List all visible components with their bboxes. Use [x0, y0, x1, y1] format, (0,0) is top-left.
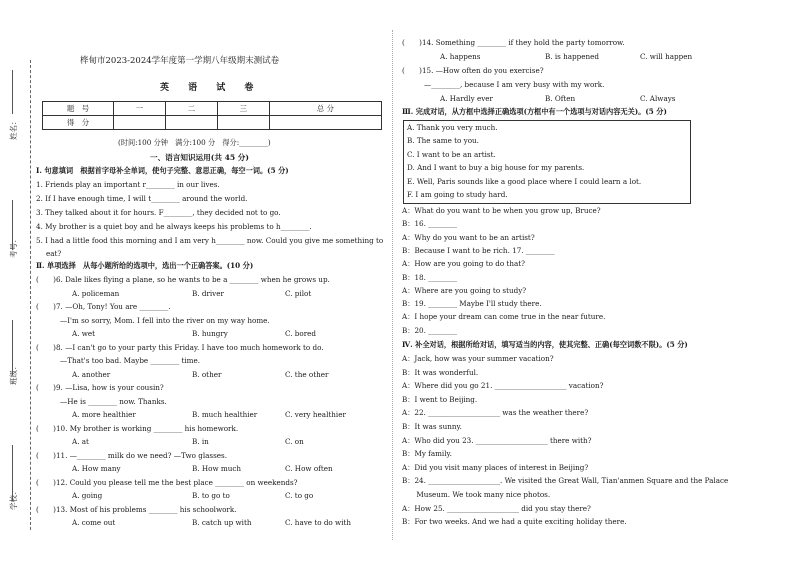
class-line — [12, 320, 13, 375]
mc-option-a: A. How many — [72, 464, 121, 473]
part4-heading: Ⅳ. 补全对话，根据所给对话，填写适当的内容，使其完整、正确(每空词数不限)。(5 分) — [402, 340, 688, 349]
dialogue-line: A：I hope your dream can come true in the near future. — [402, 312, 606, 322]
mc-option-c: C. bored — [285, 329, 317, 338]
mc-option-b: B. in — [192, 437, 209, 446]
mc-option-b: B. much healthier — [192, 410, 258, 419]
dialogue-line: B：20. ________ — [402, 325, 457, 335]
section2-heading: Ⅱ. 单项选择 从每小题所给的选项中，选出一个正确答案。(10 分) — [36, 261, 254, 270]
score-cell[interactable] — [269, 116, 381, 130]
mc-option-c: C. to go — [285, 491, 314, 500]
mc-option-b: B. is happened — [545, 52, 599, 61]
dialogue-line: A：Jack, how was your summer vacation? — [402, 354, 554, 363]
fill-blank-item: 3. They talked about it for hours. F________, they decided not to go. — [36, 208, 281, 217]
mc-option-a: A. going — [72, 491, 103, 500]
score-table-header-cell: 总 分 — [269, 102, 381, 116]
class-label: 班级： — [9, 362, 18, 385]
mc-option-a: A. happens — [440, 52, 481, 61]
fill-blank-item: 5. I had a little food this morning and I am very h________ now. Could you give me something to — [36, 236, 384, 245]
dialogue-line: A：Did you visit many places of interest in Beijing? — [402, 462, 589, 472]
subject-title: 英 语 试 卷 — [160, 83, 262, 93]
dialogue-line: B：For two weeks. And we had a quite exciting holiday there. — [402, 517, 627, 527]
mc-question: ( )12. Could you please tell me the best place ________ on weekends? — [36, 477, 298, 487]
score-table-header-cell: 二 — [165, 102, 217, 116]
mc-question: ( )10. My brother is working ________ his homework. — [36, 423, 239, 433]
mc-option-a: A. come out — [72, 518, 116, 527]
dialogue-line: B：19. ________ Maybe I'll study there. — [402, 299, 542, 309]
dialogue-line: A：Who did you 23. ____________________ there with? — [402, 435, 592, 445]
dialogue-line: B：My family. — [402, 449, 452, 459]
fill-blank-item: 1. Friends play an important r________ in our lives. — [36, 180, 220, 189]
dialogue-line: A：Why do you want to be an artist? — [402, 232, 535, 242]
mc-option-c: C. Always — [640, 94, 676, 103]
mc-option-a: A. another — [72, 369, 111, 379]
dialogue-line: Museum. We took many nice photos. — [402, 490, 551, 499]
mc-question-cont: —He is ________ now. Thanks. — [60, 396, 167, 406]
mc-option-c: C. very healthier — [285, 410, 346, 419]
dialogue-line: A：Where are you going to study? — [402, 285, 527, 295]
mc-option-b: B. hungry — [192, 329, 228, 338]
mc-question: ( )15. —How often do you exercise? — [402, 66, 544, 75]
dialogue-line: A：22. ____________________ was the weather there? — [402, 408, 589, 418]
fill-blank-item-cont: eat? — [46, 249, 62, 258]
name-line — [12, 70, 13, 114]
fill-blank-item: 2. If I have enough time, I will t________ around the world. — [36, 194, 248, 203]
mc-question-cont: —I'm so sorry, Mom. I fell into the river on my way home. — [60, 315, 270, 325]
dialogue-line: A：How 25. ____________________ did you stay there? — [402, 503, 591, 513]
dialogue-line: A：Where did you go 21. ____________________ vacation? — [402, 381, 604, 391]
mc-question: ( )14. Something ________ if they hold the party tomorrow. — [402, 38, 625, 47]
mc-question-cont: —That's too bad. Maybe ________ time. — [60, 356, 201, 365]
box-option: D. And I want to buy a big house for my parents. — [407, 163, 585, 173]
dialogue-line: B：Because I want to be rich. 17. ________ — [402, 245, 555, 255]
mc-option-b: B. catch up with — [192, 518, 252, 527]
mc-option-c: C. pilot — [285, 288, 312, 298]
mc-option-c: C. the other — [285, 369, 329, 379]
dialogue-line: A：How are you going to do that? — [402, 259, 525, 269]
exam-info: (时间:100 分钟 满分:100 分 得分:________) — [118, 138, 271, 147]
mc-question: ( )7. —Oh, Tony! You are ________. — [36, 302, 171, 311]
dialogue-line: A：What do you want to be when you grow up, Bruce? — [402, 206, 601, 215]
mc-option-c: C. How often — [285, 464, 333, 473]
mc-option-b: B. Often — [545, 94, 576, 103]
mc-option-c: C. will happen — [640, 52, 693, 61]
mc-option-c: C. on — [285, 437, 304, 446]
mc-question: ( )6. Dale likes flying a plane, so he wants to be a ________ when he grows up. — [36, 275, 330, 284]
part3-heading: Ⅲ. 完成对话，从方框中选择正确选项(方框中有一个选项与对话内容无关)。(5 分) — [402, 107, 667, 116]
dialogue-line: B：16. ________ — [402, 219, 457, 229]
mc-option-a: A. at — [72, 437, 89, 446]
box-option: A. Thank you very much. — [407, 123, 498, 132]
score-table — [42, 101, 382, 130]
score-table-header-cell: 题 号 — [43, 102, 114, 116]
mc-option-a: A. policeman — [72, 288, 120, 298]
mc-option-b: B. driver — [192, 288, 224, 298]
score-table-header-cell: 一 — [114, 102, 166, 116]
mc-question: ( )13. Most of his problems ________ his schoolwork. — [36, 504, 237, 514]
mc-question: ( )11. —________ milk do we need? —Two glasses. — [36, 450, 228, 460]
mc-question-cont: —________, because I am very busy with my work. — [424, 80, 605, 89]
part1-heading: 一、语言知识运用(共 45 分) — [150, 153, 249, 162]
score-table-header-cell: 三 — [217, 102, 269, 116]
exam-title: 桦甸市2023-2024学年度第一学期八年级期末测试卷 — [80, 56, 280, 66]
box-option: F. I am going to study hard. — [407, 190, 508, 199]
exam-no-label: 考号： — [9, 235, 18, 258]
dialogue-line: B：It was wonderful. — [402, 367, 479, 377]
mc-option-b: B. other — [192, 369, 222, 379]
box-option: B. The same to you. — [407, 136, 479, 146]
name-label: 姓名： — [9, 117, 18, 140]
score-row-label: 得 分 — [43, 116, 114, 130]
school-label: 学校： — [9, 487, 18, 510]
mc-option-a: A. Hardly ever — [440, 94, 493, 103]
dialogue-line: B：24. ____________________. We visited the Great Wall, Tian'anmen Square and the Palace — [402, 476, 729, 486]
fill-blank-item: 4. My brother is a quiet boy and he always keeps his problems to h________. — [36, 222, 312, 231]
exam-no-line — [12, 200, 13, 250]
dialogue-line: B：I went to Beijing. — [402, 394, 478, 404]
score-cell[interactable] — [165, 116, 217, 130]
center-fold-line — [392, 30, 393, 540]
box-option: E. Well, Paris sounds like a good place where I could learn a lot. — [407, 176, 642, 186]
mc-question: ( )9. —Lisa, how is your cousin? — [36, 383, 164, 392]
mc-question: ( )8. —I can't go to your party this Friday. I have too much homework to do. — [36, 342, 324, 352]
mc-option-b: B. How much — [192, 464, 241, 473]
score-cell[interactable] — [114, 116, 166, 130]
mc-option-c: C. have to do with — [285, 518, 352, 527]
section1-heading: Ⅰ. 句意填词 根据首字母补全单词，使句子完整、意思正确，每空一词。(5 分) — [36, 166, 289, 175]
binding-line — [30, 60, 31, 530]
dialogue-line: B：It was sunny. — [402, 422, 462, 431]
score-cell[interactable] — [217, 116, 269, 130]
box-option: C. I want to be an artist. — [407, 149, 496, 159]
mc-option-b: B. to go to — [192, 491, 230, 500]
mc-option-a: A. more healthier — [72, 410, 136, 419]
dialogue-line: B：18. ________ — [402, 272, 457, 282]
mc-option-a: A. wet — [72, 329, 96, 338]
school-line — [12, 445, 13, 500]
